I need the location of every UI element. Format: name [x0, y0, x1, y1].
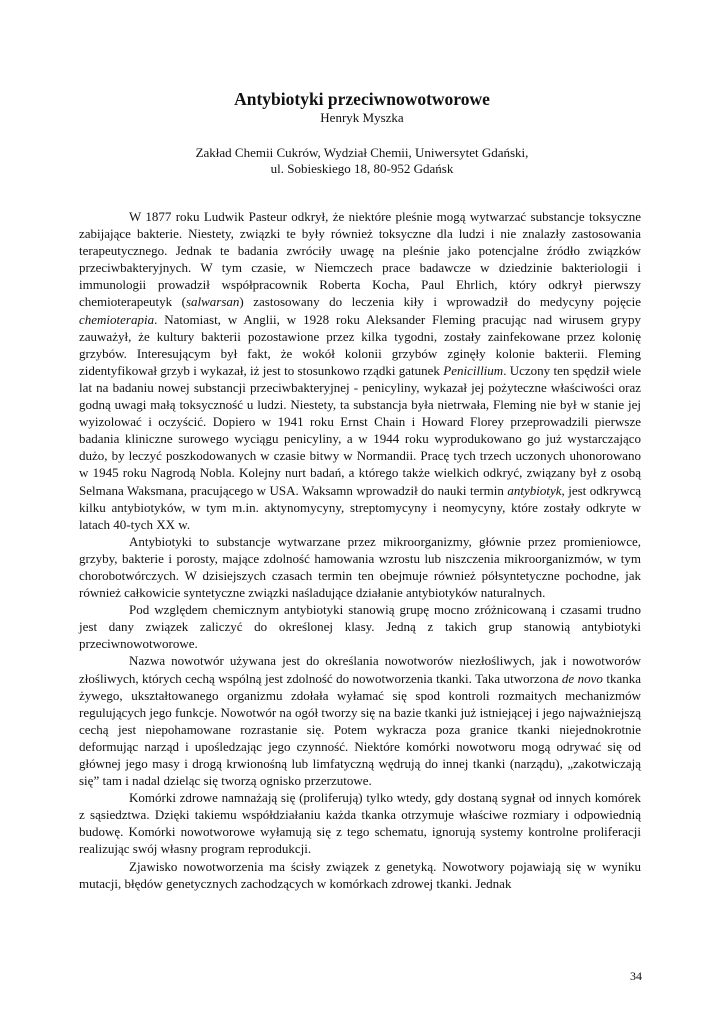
- p1-text-5: , jest odkrywcą kilku antybiotyków, w tym m.in. aktynomycyny, streptomycyny i neomycyny, które zostały odkryte w latach 40-tych XX w.: [79, 482, 641, 532]
- article-body: [79, 208, 641, 892]
- paragraph-2: Antybiotyki to substancje wytwarzane przez mikroorganizmy, głównie przez promieniowce, grzyby, bakterie i porosty, mające zdolność hamowania wzrostu lub niszczenia mikroorganizmów, w tym chorobotwórczych. W dzisiejszych czasach termin ten obejmuje również półsyntetyczne pochodne, jak również całkowicie syntetyczne związki naśladujące działanie antybiotyków naturalnych.: [79, 533, 641, 601]
- article-title: Antybiotyki przeciwnowotworowe: [234, 89, 490, 109]
- p1-text-3: . Natomiast, w Anglii, w 1928 roku Aleksander Fleming pracując nad wirusem grypy zauważył, że kultury bakterii pozostawione przez kilka tygodni, zostały zainfekowane przez kolonię grzybów. Interesującym był fakt, że wokół kolonii grzybów zginęły kolonie bakterii. Fleming zidentyfikował grzyb i wykazał, iż jest to stosunkowo rządki gatunek: [79, 311, 641, 378]
- p4-italic-de-novo: de novo: [561, 670, 603, 686]
- paragraph-5: Komórki zdrowe namnażają się (proliferują) tylko wtedy, gdy dostaną sygnał od innych komórek z sąsiedztwa. Dzięki takiemu współdziałaniu każda tkanka otrzymuje właściwe rozmiary i odpowiednią budowę. Komórki nowotworowe wyłamują się z tego schematu, ignorują systemy kontrolne proliferacji realizując swój własny program reprodukcji.: [79, 790, 641, 857]
- p1-italic-chemioterapia: chemioterapia: [79, 311, 155, 327]
- p1-text-2: ) zastosowany do leczenia kiły i wprowadził do medycyny pojęcie: [239, 294, 641, 310]
- p4-text-2: tkanka żywego, ukształtowanego organizmu zdołała wyłamać się spod kontroli rozmaitych mechanizmów regulujących jego funkcje. Nowotwór na ogół tworzy się na bazie tkanki już istniejącej i jego najważniejszą cechą jest niepohamowane rozrastanie się. Potem wykracza poza granice tkanki niejednokrotnie deformując narząd i upośledzając jego czynność. Niektóre komórki nowotworu mogą odrywać się od głównej jego masy i drogą krwionośną lub limfatyczną wędrują do innej tkanki (narządu), „zakotwiczają się” tam i nadal dzieląc się tworzą ognisko przerzutowe.: [79, 670, 642, 789]
- author-name: Henryk Myszka: [320, 110, 404, 125]
- affiliation-line-2: ul. Sobieskiego 18, 80-952 Gdańsk: [270, 161, 454, 176]
- p1-italic-penicillium: Penicillium: [443, 362, 504, 378]
- paragraph-6: Zjawisko nowotworzenia ma ścisły związek z genetyką. Nowotwory pojawiają się w wyniku mutacji, błędów genetycznych zachodzących w komórkach zdrowej tkanki. Jednak: [79, 858, 641, 891]
- p1-italic-salwarsan: salwarsan: [185, 294, 240, 310]
- page-number: 34: [630, 969, 642, 983]
- paragraph-1: [79, 208, 641, 533]
- affiliation-line-1: Zakład Chemii Cukrów, Wydział Chemii, Uniwersytet Gdański,: [195, 145, 529, 160]
- p1-italic-antybiotyk: antybiotyk: [507, 482, 562, 498]
- paragraph-3: Pod względem chemicznym antybiotyki stanowią grupę mocno zróżnicowaną i czasami trudno jest dany związek zaliczyć do określonej klasy. Jedną z takich grup stanowią antybiotyki przeciwnowotworowe.: [79, 602, 641, 652]
- p1-text-1: W 1877 roku Ludwik Pasteur odkrył, że niektóre pleśnie mogą wytwarzać substancje toksyczne zabijające bakterie. Niestety, związki te były również toksyczne dla ludzi i nie znalazły zastosowania terapeutycznego. Jednak te badania zwróciły uwagę na pleśnie jako potencjalne źródło związków przeciwbakteryjnych. W tym czasie, w Niemczech prace badawcze w dziedzinie bakteriologii i immunologii prowadził współpracownik Roberta Kocha, Paul Ehrlich, który odkrył pierwszy chemioterapeutyk (: [79, 209, 641, 310]
- p4-text-1: Nazwa nowotwór używana jest do określania nowotworów niezłośliwych, jak i nowotworów złośliwych, których cechą wspólną jest zdolność do nowotworzenia tkanki. Taka utworzona: [79, 653, 641, 686]
- p1-text-4: . Uczony ten spędził wiele lat na badaniu nowej substancji przeciwbakteryjnej - penicyliny, wykazał jej pożyteczne właściwości oraz godną uwagi małą toksyczność u ludzi. Niestety, ta substancja była nietrwała, Fleming nie był w stanie jej wyizolować i oczyścić. Dopiero w 1941 roku Ernst Chain i Howard Florey przeprowadzili pierwsze badania kliniczne surowego wyciągu penicyliny, a w 1944 roku wyprodukowano go już wystarczająco dużo, by leczyć poszkodowanych w czasie bitwy w Normandii. Pracę tych trzech uczonych uhonorowano w 1945 roku Nagrodą Nobla. Kolejny nurt badań, a którego także wielkich odkryć, związany był z osobą Selmana Waksmana, pracującego w USA. Waksamn wprowadził do nauki termin: [79, 362, 641, 498]
- paragraph-4: [79, 652, 641, 789]
